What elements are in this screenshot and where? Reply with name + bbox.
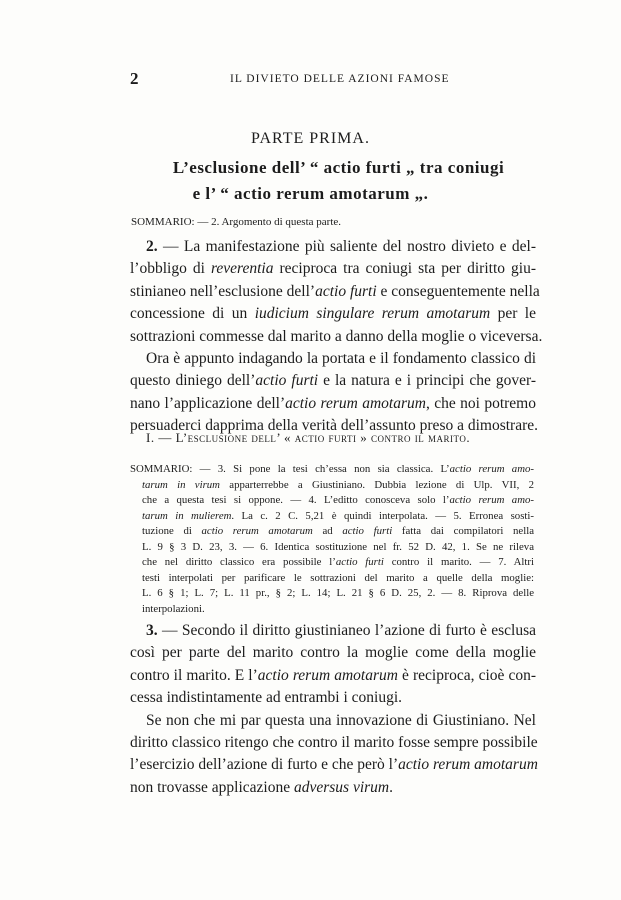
page-number: 2 xyxy=(130,69,139,88)
paragraph-2 xyxy=(130,236,543,438)
text-line: nano l’applicazione dell’actio rerum amotarum, che noi potremo xyxy=(130,394,536,412)
summary-line: tarum in mulierem. La c. 2 C. 5,21 è quindi interpolata. — 5. Erronea sosti- xyxy=(142,509,534,522)
part-title: PARTE PRIMA. xyxy=(251,130,370,147)
summary-line: che a questa tesi si oppone. — 4. L’editto conosceva solo l’actio rerum amo- xyxy=(142,494,534,506)
text-line: questo diniego dell’actio furti e la natura e i principi che gover- xyxy=(130,372,536,390)
summary-line: L. 6 § 1; L. 7; L. 11 pr., § 2; L. 14; L. 21 § 6 D. 25, 2. — 8. Riprova delle xyxy=(142,587,534,599)
text-line: 2. — La manifestazione più saliente del nostro divieto e del- xyxy=(146,238,536,255)
summary-line: tarum in virum apparterrebbe a Giustiniano. Dubbia lezione di Ulp. VII, 2 xyxy=(142,478,534,491)
text-line: Se non che mi par questa una innovazione di Giustiniano. Nel xyxy=(146,711,536,729)
summary-line: interpolazioni. xyxy=(142,602,205,615)
text-line: così per parte del marito contro la moglie come della moglie xyxy=(130,644,536,662)
summary-line: testi interpolati per parificare le sottrazioni del marito a quelle della moglie: xyxy=(142,571,534,584)
running-head: IL DIVIETO DELLE AZIONI FAMOSE xyxy=(230,73,450,85)
summary-section-2: SOMMARIO: — 2. Argomento di questa parte. xyxy=(131,216,342,228)
text-line: diritto classico ritengo che contro il marito fosse sempre possibile xyxy=(130,734,538,752)
text-line: non trovasse applicazione adversus virum. xyxy=(130,778,394,796)
text-line: persuaderci dapprima della verità dell’assunto preso a dimostrare. xyxy=(130,417,539,435)
paragraph-number: 2. xyxy=(146,238,158,255)
summary-line: che nel diritto classico era possibile l’actio furti contro il marito. — 7. Altri xyxy=(142,556,534,568)
section-numeral: I. — xyxy=(146,430,172,445)
text-line: contro il marito. E l’actio rerum amotarum è reciproca, cioè con- xyxy=(130,666,537,684)
text-line: concessione di un iudicium singulare rerum amotarum per le xyxy=(130,305,536,323)
chapter-title-line-1: L’esclusione dell’ “ actio furti „ tra coniugi xyxy=(172,158,505,177)
summary-section-I xyxy=(130,462,534,617)
text-line: cessa indistintamente ad entrambi i coniugi. xyxy=(130,689,403,707)
text-line: sottrazioni commesse dal marito a danno della moglie o viceversa. xyxy=(130,327,543,345)
text-line: stinianeo nell’esclusione dell’actio furti e conseguentemente nella xyxy=(130,282,540,300)
text-line: Ora è appunto indagando la portata e il fondamento classico di xyxy=(146,350,536,368)
paragraph-3 xyxy=(130,620,536,799)
paragraph-number: 3. xyxy=(146,622,158,639)
page-header xyxy=(130,69,497,89)
section-heading xyxy=(146,430,536,446)
summary-line: L. 9 § 3 D. 23, 3. — 6. Identica sostituzione nel fr. 52 D. 42, 1. Se ne rileva xyxy=(142,540,534,553)
text-line: l’esercizio dell’azione di furto e che però l’actio rerum amotarum xyxy=(130,756,538,774)
summary-line: tuzione di actio rerum amotarum ad actio furti fatta dai compilatori nella xyxy=(142,525,535,537)
summary-line: SOMMARIO: — 3. Si pone la tesi ch’essa non sia classica. L’actio rerum amo- xyxy=(130,463,534,475)
section-title: L’esclusione dell’ « actio furti » contro il marito. xyxy=(175,430,471,445)
text-line: l’obbligo di reverentia reciproca tra coniugi sta per diritto giu- xyxy=(130,260,536,278)
chapter-title-line-2: e l’ “ actio rerum amotarum „. xyxy=(192,184,429,203)
text-line: 3. — Secondo il diritto giustinianeo l’azione di furto è esclusa xyxy=(146,622,536,639)
